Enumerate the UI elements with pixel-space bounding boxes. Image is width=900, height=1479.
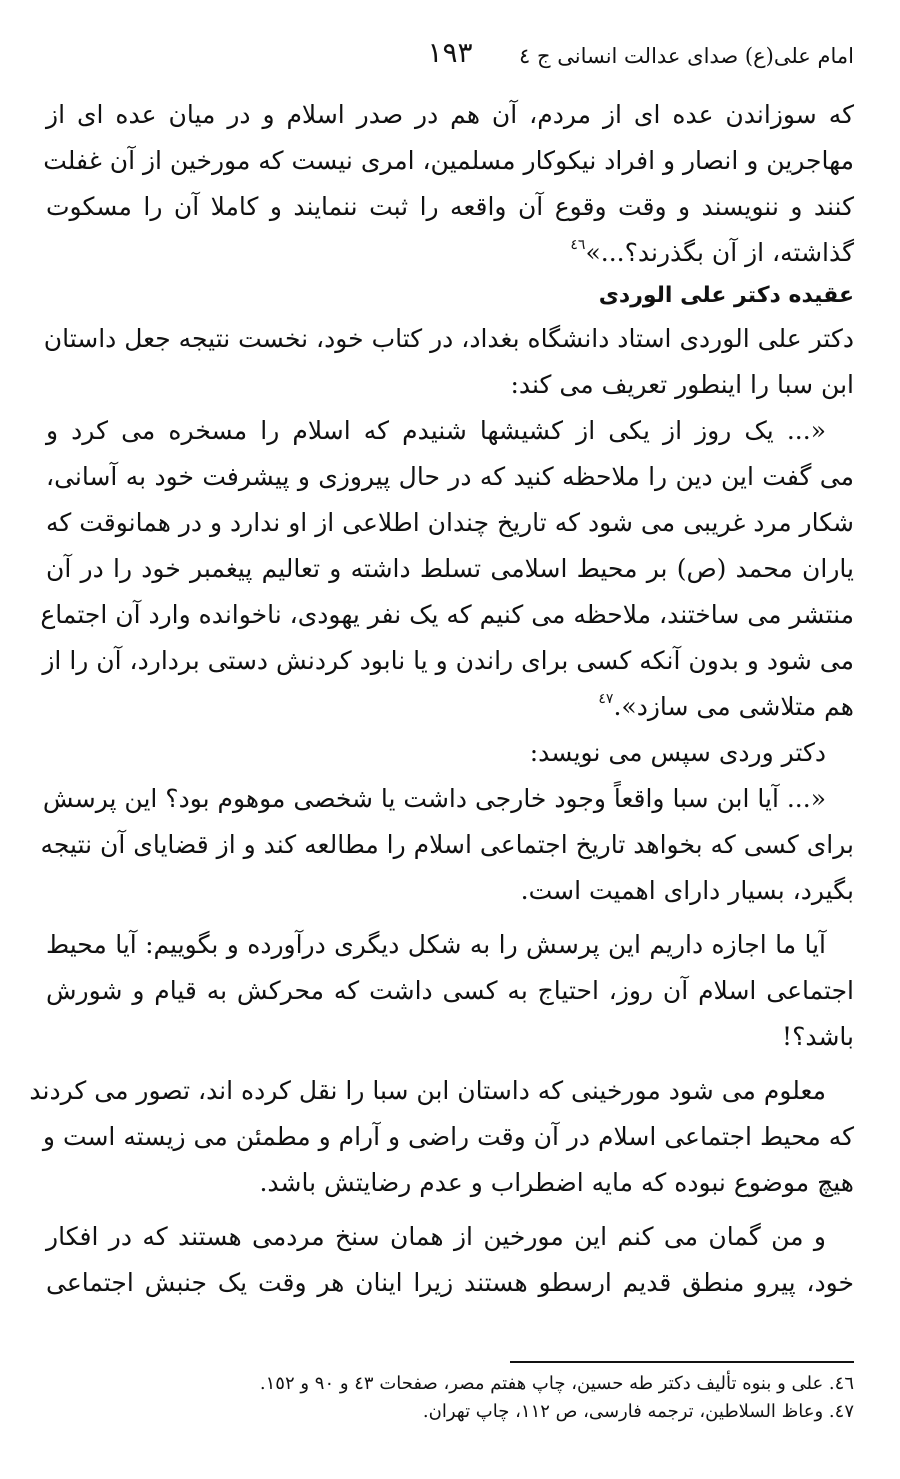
paragraph-aristotle	[46, 1214, 854, 1306]
text-line: معلوم می شود مورخینی که داستان ابن سبا را نقل کرده اند، تصور می کردند	[29, 1076, 826, 1105]
text-line: خود، پیرو منطق قدیم ارسطو هستند زیرا اینان هر وقت یک جنبش اجتماعی	[46, 1268, 854, 1297]
footnotes	[46, 1370, 854, 1426]
footnote-divider	[510, 1361, 854, 1363]
text-line: شکار مرد غریبی می شود که تاریخ چندان اطلاعی از او ندارد و در همانوقت که	[46, 508, 854, 537]
footnote-47: ٤٧. وعاظ السلاطین، ترجمه فارسی، ص ١١٢، چاپ تهران.	[422, 1401, 854, 1422]
text-line: دکتر علی الوردی استاد دانشگاه بغداد، در کتاب خود، نخست نتیجه جعل داستان	[43, 324, 854, 353]
paragraph-gap	[46, 1060, 854, 1068]
footnote-46: ٤٦. علی و بنوه تألیف دکتر طه حسین، چاپ هفتم مصر، صفحات ٤٣ و ٩٠ و ١٥٢.	[259, 1373, 854, 1394]
text-line: ابن سبا را اینطور تعریف می کند:	[510, 370, 854, 399]
text-line: مهاجرین و انصار و افراد نیکوکار مسلمین، امری نیست که مورخین از آن غفلت	[43, 146, 854, 175]
paragraph-intro	[43, 316, 854, 408]
paragraph-historians	[29, 1068, 854, 1206]
text-line: منتشر می ساختند، ملاحظه می کنیم که یک نفر یهودی، ناخوانده وارد آن اجتماع	[40, 600, 854, 629]
running-header-title: امام علی(ع) صدای عدالت انسانی ج ٤	[519, 44, 854, 68]
paragraph-gap	[46, 914, 854, 922]
text-line: اجتماعی اسلام آن روز، احتیاج به کسی داشت که محرکش به قیام و شورش	[46, 976, 854, 1005]
text-line: که محیط اجتماعی اسلام در آن وقت راضی و آرام و مطمئن می زیسته است و	[42, 1122, 854, 1151]
footnote-ref-46: ٤٦	[570, 237, 586, 253]
text-line: هیچ موضوع نبوده که مایه اضطراب و عدم رضایتش باشد.	[259, 1168, 854, 1197]
text-line: هم متلاشی می سازد».$^{٤٧}$	[598, 691, 854, 721]
text-line: بگیرد، بسیار دارای اهمیت است.	[520, 876, 854, 905]
paragraph-transition: دکتر وردی سپس می نویسد:	[529, 738, 826, 767]
text-line: یاران محمد (ص) بر محیط اسلامی تسلط داشته و تعالیم پیغمبر خود را در آن	[46, 554, 854, 583]
text-line: کنند و ننویسند و وقت وقوع آن واقعه را ثبت ننمایند و کاملا آن را مسکوت	[46, 192, 854, 221]
paragraph-quote-end	[43, 92, 854, 276]
text-line: و من گمان می کنم این مورخین از همان سنخ مردمی هستند که در افکار	[46, 1222, 826, 1251]
text-line: آیا ما اجازه داریم این پرسش را به شکل دیگری درآورده و بگوییم: آیا محیط	[46, 930, 826, 959]
page-body	[29, 92, 854, 1306]
text-line: می گفت این دین را ملاحظه کنید که در حال پیروزی و پیشرفت خود به آسانی،	[46, 462, 854, 491]
text-line: گذاشته، از آن بگذرند؟...»$^{٤٦}$	[570, 237, 854, 267]
section-heading: عقیده دکتر علی الوردی	[598, 283, 854, 308]
text-line: «... یک روز از یکی از کشیشها شنیدم که اسلام را مسخره می کرد و	[46, 416, 826, 445]
paragraph-quote-question	[40, 776, 854, 914]
text-line: که سوزاندن عده ای از مردم، آن هم در صدر اسلام و در میان عده ای از	[46, 100, 854, 129]
footnote-ref-47: ٤٧	[598, 691, 614, 707]
paragraph-question-restated	[46, 922, 854, 1060]
page-number: ١٩٣	[427, 36, 473, 69]
text-line: «... آیا ابن سبا واقعاً وجود خارجی داشت یا شخصی موهوم بود؟ این پرسش	[42, 784, 826, 813]
text-line: برای کسی که بخواهد تاریخ اجتماعی اسلام را مطالعه کند و از قضایای آن نتیجه	[40, 830, 854, 859]
text-line: می شود و بدون آنکه کسی برای راندن و یا نابود کردنش دستی بردارد، آن را از	[42, 646, 854, 675]
paragraph-gap	[46, 1206, 854, 1214]
text-line: باشد؟!	[782, 1022, 854, 1051]
paragraph-quote-priest	[40, 408, 854, 730]
